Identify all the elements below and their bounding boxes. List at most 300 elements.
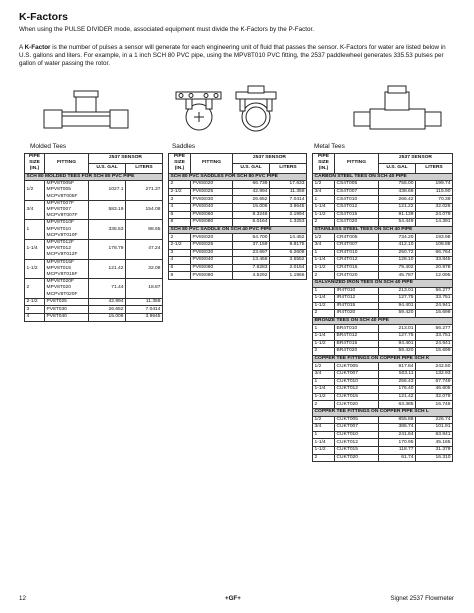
- liters-cell: 24.941: [416, 302, 453, 310]
- section-label-saddles: Saddles: [172, 143, 196, 150]
- pipe-size-cell: 3/4: [313, 424, 335, 432]
- liters-cell: 32.079: [416, 393, 453, 401]
- table-row: [313, 196, 453, 204]
- header-fitting: FITTING: [45, 154, 89, 174]
- table-row: [169, 234, 307, 242]
- molded-tees-table: [24, 153, 163, 322]
- us-gal-cell: 250.72: [379, 249, 416, 257]
- table-row: [313, 211, 453, 219]
- pipe-size-cell: 1: [313, 431, 335, 439]
- pipe-size-cell: 1-1/4: [313, 295, 335, 303]
- fitting-cell: CS4T012: [335, 203, 379, 211]
- gf-logo: +GF+: [225, 595, 241, 602]
- table-group-row: [169, 226, 307, 234]
- us-gal-cell: 121.42: [89, 259, 126, 279]
- fitting-cell: PV8T040: [45, 314, 89, 322]
- paragraph-lead: A: [19, 44, 25, 51]
- fitting-cell: CUKT005: [335, 363, 379, 371]
- fitting-cell: MPV8T015F MPV8T015 MCPV8T015F: [45, 259, 89, 279]
- us-gal-cell: 42.994: [89, 298, 126, 306]
- pipe-size-cell: 1/2: [25, 181, 45, 201]
- liters-cell: 67.749: [416, 378, 453, 386]
- table-group-label: COPPER TEE FITTINGS ON COPPER PIPE SCH K: [313, 355, 453, 363]
- fitting-cell: CUKT020: [335, 401, 379, 409]
- us-gal-cell: 855.88: [379, 416, 416, 424]
- us-gal-cell: 241.64: [379, 431, 416, 439]
- us-gal-cell: 4.5292: [233, 272, 270, 280]
- pipe-size-cell: 2: [313, 219, 335, 227]
- liters-cell: 7.0414: [270, 196, 307, 204]
- fitting-cell: CUKT015: [335, 393, 379, 401]
- header-sensor: 2537 SENSOR: [89, 154, 163, 164]
- liters-cell: 199.74: [416, 181, 453, 189]
- liters-cell: 15.699: [416, 348, 453, 356]
- fitting-cell: IR4T010: [335, 287, 379, 295]
- fitting-cell: CS4T005: [335, 181, 379, 189]
- fitting-cell: BR4T015: [335, 340, 379, 348]
- pipe-size-cell: 8: [169, 219, 191, 227]
- table-row: [169, 264, 307, 272]
- pipe-size-cell: 1-1/4: [25, 240, 45, 260]
- table-group-row: [313, 226, 453, 234]
- liters-cell: 70.39: [416, 196, 453, 204]
- fitting-cell: CUKT005: [335, 416, 379, 424]
- header-liters: LITERS: [126, 163, 163, 173]
- fitting-cell: BR4T020: [335, 348, 379, 356]
- liters-cell: 1.3253: [270, 219, 307, 227]
- pipe-size-cell: 3: [25, 306, 45, 314]
- pipe-size-cell: 3/4: [25, 200, 45, 220]
- fitting-cell: BR4T012: [335, 333, 379, 341]
- us-gal-cell: 127.75: [379, 295, 416, 303]
- fitting-cell: CS4T007: [335, 188, 379, 196]
- table-row: [313, 416, 453, 424]
- header-liters: LITERS: [270, 163, 307, 173]
- table-group-row: [313, 317, 453, 325]
- table-row: [313, 393, 453, 401]
- pipe-size-cell: 1-1/2: [313, 302, 335, 310]
- us-gal-cell: 734.20: [379, 234, 416, 242]
- pipe-size-cell: 1-1/2: [313, 393, 335, 401]
- fitting-cell: CUKT020: [335, 454, 379, 462]
- liters-cell: 226.74: [416, 416, 453, 424]
- table-row: [313, 310, 453, 318]
- fitting-cell: CR4T015: [335, 264, 379, 272]
- header-sensor: 2537 SENSOR: [379, 154, 453, 164]
- pipe-size-cell: 2: [313, 310, 335, 318]
- pipe-size-cell: 1/2: [313, 363, 335, 371]
- us-gal-cell: 266.42: [379, 196, 416, 204]
- table-row: [313, 340, 453, 348]
- pipe-size-cell: 2: [313, 454, 335, 462]
- table-row: [313, 257, 453, 265]
- liters-cell: 56.277: [416, 287, 453, 295]
- table-group-label: STAINLESS STEEL TEES ON SCH 40 PIPE: [313, 226, 453, 234]
- fitting-cell: MPV8T010F MPV8T010 MCPV8T010F: [45, 220, 89, 240]
- pipe-size-cell: 2: [169, 234, 191, 242]
- table-group-row: [25, 173, 163, 181]
- fitting-cell: CS4T020: [335, 219, 379, 227]
- table-row: [313, 446, 453, 454]
- fitting-cell: PV8S060: [191, 211, 233, 219]
- us-gal-cell: 583.19: [89, 200, 126, 220]
- fitting-cell: IR4T012: [335, 295, 379, 303]
- table-row: [313, 401, 453, 409]
- table-group-label: GALVANIZED IRON TEES ON SCH 40 PIPE: [313, 279, 453, 287]
- liters-cell: 14.391: [416, 219, 453, 227]
- liters-cell: 12.095: [416, 272, 453, 280]
- us-gal-cell: 66.739: [233, 181, 270, 189]
- us-gal-cell: 71.44: [89, 279, 126, 299]
- table-row: [169, 257, 307, 265]
- table-row: [313, 241, 453, 249]
- fitting-cell: PV8S025: [191, 241, 233, 249]
- fitting-cell: CUKT010: [335, 378, 379, 386]
- table-row: [313, 219, 453, 227]
- pipe-size-cell: 2: [313, 272, 335, 280]
- us-gal-cell: 256.43: [379, 378, 416, 386]
- liters-cell: 24.941: [416, 340, 453, 348]
- liters-cell: 193.98: [416, 234, 453, 242]
- liters-cell: 108.88: [416, 241, 453, 249]
- fitting-cell: PV8S020: [191, 234, 233, 242]
- table-row: [25, 298, 163, 306]
- pipe-size-cell: 4: [25, 314, 45, 322]
- table-row: [25, 240, 163, 260]
- table-row: [313, 439, 453, 447]
- us-gal-cell: 127.75: [379, 333, 416, 341]
- liters-cell: 3.9645: [126, 314, 163, 322]
- us-gal-cell: 1027.1: [89, 181, 126, 201]
- fitting-cell: CR4T020: [335, 272, 379, 280]
- liters-cell: 45.165: [416, 439, 453, 447]
- pipe-size-cell: 1: [313, 287, 335, 295]
- liters-cell: 9.8175: [270, 241, 307, 249]
- fitting-cell: MPV8T012F MPV8T012 MCPV8T012F: [45, 240, 89, 260]
- table-row: [313, 378, 453, 386]
- table-row: [313, 234, 453, 242]
- us-gal-cell: 121.22: [379, 203, 416, 211]
- intro-text: When using the PULSE DIVIDER mode, associated equipment must divide the K-Factors by the P-Factor.: [19, 26, 315, 33]
- table-group-label: SCH 80 PVC SADDLES FOR SCH 80 PVC PIPE: [169, 173, 307, 181]
- us-gal-cell: 213.01: [379, 325, 416, 333]
- pipe-size-cell: 1-1/2: [313, 264, 335, 272]
- table-row: [169, 196, 307, 204]
- header-us-gal: U.S. GAL: [379, 163, 416, 173]
- liters-cell: 101.91: [416, 424, 453, 432]
- table-row: [313, 302, 453, 310]
- us-gal-cell: 178.79: [89, 240, 126, 260]
- us-gal-cell: 8.3246: [233, 211, 270, 219]
- liters-cell: 32.08: [126, 259, 163, 279]
- table-group-row: [313, 355, 453, 363]
- us-gal-cell: 213.01: [379, 287, 416, 295]
- us-gal-cell: 59.420: [379, 310, 416, 318]
- liters-cell: 271.37: [126, 181, 163, 201]
- us-gal-cell: 79.402: [379, 264, 416, 272]
- pipe-size-cell: 2-1/2: [169, 241, 191, 249]
- pipe-size-cell: 8: [169, 272, 191, 280]
- fitting-cell: CUKT010: [335, 431, 379, 439]
- fitting-cell: PV8S025: [191, 188, 233, 196]
- us-gal-cell: 335.53: [89, 220, 126, 240]
- us-gal-cell: 385.74: [379, 424, 416, 432]
- pipe-size-cell: 1-1/2: [313, 340, 335, 348]
- pipe-size-cell: 1: [313, 196, 335, 204]
- pipe-size-cell: 2: [313, 401, 335, 409]
- fitting-cell: PV8S040: [191, 203, 233, 211]
- table-row: [169, 211, 307, 219]
- pipe-size-cell: 2-1/2: [169, 188, 191, 196]
- liters-cell: 14.452: [270, 234, 307, 242]
- table-row: [313, 454, 453, 462]
- table-row: [169, 249, 307, 257]
- section-label-metal-tees: Metal Tees: [314, 143, 345, 150]
- liters-cell: 242.50: [416, 363, 453, 371]
- table-group-label: CARBON STEEL TEES ON SCH 40 PIPE: [313, 173, 453, 181]
- fitting-cell: PV8S030: [191, 249, 233, 257]
- table-group-label: SCH 80 MOLDED TEES FOR SCH 80 PVC PIPE: [25, 173, 163, 181]
- pipe-size-cell: 3: [169, 196, 191, 204]
- table-row: [313, 371, 453, 379]
- us-gal-cell: 54.449: [379, 219, 416, 227]
- pipe-size-cell: 2-1/2: [25, 298, 45, 306]
- liters-cell: 88.65: [126, 220, 163, 240]
- table-group-row: [313, 409, 453, 417]
- table-row: [169, 188, 307, 196]
- pipe-size-cell: 3/4: [313, 241, 335, 249]
- fitting-cell: MPV8T005F MPV8T005 MCPV8T005F: [45, 181, 89, 201]
- fitting-cell: CUKT012: [335, 439, 379, 447]
- fitting-cell: PV8S080: [191, 219, 233, 227]
- us-gal-cell: 26.652: [89, 306, 126, 314]
- liters-cell: 20.978: [416, 264, 453, 272]
- header-pipe-size: PIPE SIZE (IN.): [313, 154, 335, 174]
- fitting-cell: CS4T015: [335, 211, 379, 219]
- fitting-cell: CS4T010: [335, 196, 379, 204]
- pipe-size-cell: 1: [313, 378, 335, 386]
- document-name: Signet 2537 Flowmeter: [390, 595, 454, 602]
- table-group-row: [313, 173, 453, 181]
- us-gal-cell: 5.0164: [233, 219, 270, 227]
- fitting-cell: MPV8T020F MPV8T020 MCPV8T020F: [45, 279, 89, 299]
- pipe-size-cell: 1-1/4: [313, 333, 335, 341]
- header-pipe-size: PIPE SIZE (IN.): [25, 154, 45, 174]
- table-row: [313, 287, 453, 295]
- liters-cell: 16.746: [416, 401, 453, 409]
- liters-cell: 16.310: [416, 454, 453, 462]
- table-row: [25, 259, 163, 279]
- table-row: [25, 220, 163, 240]
- us-gal-cell: 94.401: [379, 302, 416, 310]
- liters-cell: 31.379: [416, 446, 453, 454]
- fitting-cell: CR4T007: [335, 241, 379, 249]
- pipe-size-cell: 6: [169, 211, 191, 219]
- section-label-molded-tees: Molded Tees: [30, 143, 67, 150]
- pipe-size-cell: 1: [313, 325, 335, 333]
- us-gal-cell: 170.95: [379, 439, 416, 447]
- page-title: K-Factors: [19, 11, 69, 23]
- table-row: [313, 325, 453, 333]
- table-row: [169, 241, 307, 249]
- table-row: [25, 306, 163, 314]
- us-gal-cell: 23.697: [233, 249, 270, 257]
- fitting-cell: CR4T010: [335, 249, 379, 257]
- pipe-size-cell: 1-1/4: [313, 439, 335, 447]
- liters-cell: 56.277: [416, 325, 453, 333]
- us-gal-cell: 118.77: [379, 446, 416, 454]
- header-sensor: 2537 SENSOR: [233, 154, 307, 164]
- saddles-table: [168, 153, 307, 280]
- fitting-cell: IR4T020: [335, 310, 379, 318]
- fitting-cell: CUKT007: [335, 424, 379, 432]
- table-row: [313, 333, 453, 341]
- liters-cell: 11.359: [270, 188, 307, 196]
- pipe-size-cell: 1/2: [313, 181, 335, 189]
- us-gal-cell: 26.652: [233, 196, 270, 204]
- pipe-size-cell: 1-1/2: [25, 259, 45, 279]
- pipe-size-cell: 1-1/4: [313, 386, 335, 394]
- pipe-size-cell: 2: [313, 348, 335, 356]
- us-gal-cell: 7.6283: [233, 264, 270, 272]
- fitting-cell: MPV8T007F MPV8T007 MCPV8T007F: [45, 200, 89, 220]
- pipe-size-cell: 1-1/2: [313, 446, 335, 454]
- fitting-cell: PV8S080: [191, 272, 233, 280]
- metal-tees-table: [312, 153, 453, 462]
- us-gal-cell: 13.456: [233, 257, 270, 265]
- pipe-size-cell: 1: [25, 220, 45, 240]
- liters-cell: 47.24: [126, 240, 163, 260]
- table-row: [313, 249, 453, 257]
- liters-cell: 132.93: [416, 371, 453, 379]
- liters-cell: 18.87: [126, 279, 163, 299]
- table-row: [25, 314, 163, 322]
- table-row: [169, 272, 307, 280]
- molded-tee-icon: [44, 91, 128, 128]
- pipe-size-cell: 2: [169, 181, 191, 189]
- us-gal-cell: 45.787: [379, 272, 416, 280]
- liters-cell: 24.079: [416, 211, 453, 219]
- molded-tee-illustration: [40, 82, 135, 137]
- us-gal-cell: 15.006: [89, 314, 126, 322]
- saddle-icon: [176, 86, 276, 131]
- liters-cell: 15.699: [416, 310, 453, 318]
- table-row: [169, 219, 307, 227]
- us-gal-cell: 121.42: [379, 393, 416, 401]
- table-row: [313, 386, 453, 394]
- us-gal-cell: 63.385: [379, 401, 416, 409]
- metal-tee-illustration: [350, 82, 445, 137]
- table-group-label: BRONZE TEES ON SCH 40 PIPE: [313, 317, 453, 325]
- table-row: [313, 264, 453, 272]
- liters-cell: 63.841: [416, 431, 453, 439]
- fitting-cell: PV8S030: [191, 196, 233, 204]
- pipe-size-cell: 1/2: [313, 416, 335, 424]
- us-gal-cell: 61.74: [379, 454, 416, 462]
- table-row: [169, 181, 307, 189]
- table-row: [313, 188, 453, 196]
- liters-cell: 1.1966: [270, 272, 307, 280]
- liters-cell: 33.845: [416, 257, 453, 265]
- header-fitting: FITTING: [335, 154, 379, 174]
- header-pipe-size: PIPE SIZE (IN.): [169, 154, 191, 174]
- paragraph-rest: is the number of pulses a sensor will generate for each engineering unit of fluid that passes the sensor. K-Factors for water are listed below in U.S. gallons and liters. For example, in a 1 inch SCH 80 PVC pipe, using the MPV8T010 PVC fitting, the 2537 paddlewheel generates 335.53 pulses per gallon of water passing the rotor.: [19, 44, 446, 68]
- table-row: [313, 348, 453, 356]
- table-group-row: [313, 279, 453, 287]
- table-row: [313, 203, 453, 211]
- fitting-cell: IR4T015: [335, 302, 379, 310]
- us-gal-cell: 94.401: [379, 340, 416, 348]
- page-number: 12: [19, 595, 26, 602]
- table-row: [313, 272, 453, 280]
- liters-cell: 115.90: [416, 188, 453, 196]
- table-group-row: [169, 173, 307, 181]
- table-row: [25, 200, 163, 220]
- pipe-size-cell: 3: [169, 249, 191, 257]
- us-gal-cell: 503.11: [379, 371, 416, 379]
- pipe-size-cell: 1-1/4: [313, 203, 335, 211]
- k-factor-paragraph: [19, 44, 459, 69]
- pipe-size-cell: 1-1/2: [313, 211, 335, 219]
- liters-cell: 3.9645: [270, 203, 307, 211]
- liters-cell: 3.5552: [270, 257, 307, 265]
- fitting-cell: PV8S020: [191, 181, 233, 189]
- fitting-cell: PV8T030: [45, 306, 89, 314]
- fitting-cell: PV8S060: [191, 264, 233, 272]
- header-us-gal: U.S. GAL: [233, 163, 270, 173]
- liters-cell: 46.605: [416, 386, 453, 394]
- fitting-cell: PV8T025: [45, 298, 89, 306]
- pipe-size-cell: 1/2: [313, 234, 335, 242]
- pipe-size-cell: 6: [169, 264, 191, 272]
- table-row: [25, 279, 163, 299]
- us-gal-cell: 756.00: [379, 181, 416, 189]
- liters-cell: 66.764: [416, 249, 453, 257]
- table-row: [313, 181, 453, 189]
- liters-cell: 2.1994: [270, 211, 307, 219]
- us-gal-cell: 176.40: [379, 386, 416, 394]
- fitting-cell: BR4T010: [335, 325, 379, 333]
- pipe-size-cell: 4: [169, 257, 191, 265]
- table-group-label: COPPER TEE FITTINGS ON COPPER PIPE SCH L: [313, 409, 453, 417]
- header-us-gal: U.S. GAL: [89, 163, 126, 173]
- liters-cell: 2.0154: [270, 264, 307, 272]
- liters-cell: 32.026: [416, 203, 453, 211]
- table-row: [169, 203, 307, 211]
- pipe-size-cell: 1: [313, 249, 335, 257]
- liters-cell: 154.08: [126, 200, 163, 220]
- table-row: [25, 181, 163, 201]
- table-row: [313, 431, 453, 439]
- fitting-cell: CUKT015: [335, 446, 379, 454]
- pipe-size-cell: 2: [25, 279, 45, 299]
- us-gal-cell: 438.69: [379, 188, 416, 196]
- header-liters: LITERS: [416, 163, 453, 173]
- table-group-label: SCH 80 PVC SADDLE ON SCH 40 PVC PIPE: [169, 226, 307, 234]
- metal-tee-icon: [354, 86, 441, 129]
- paragraph-term: K-Factor: [24, 44, 51, 51]
- us-gal-cell: 917.84: [379, 363, 416, 371]
- liters-cell: 6.2608: [270, 249, 307, 257]
- us-gal-cell: 15.006: [233, 203, 270, 211]
- pipe-size-cell: 3/4: [313, 188, 335, 196]
- liters-cell: 33.751: [416, 295, 453, 303]
- fitting-cell: CUKT012: [335, 386, 379, 394]
- liters-cell: 7.0414: [126, 306, 163, 314]
- fitting-cell: PV8S040: [191, 257, 233, 265]
- liters-cell: 33.751: [416, 333, 453, 341]
- saddle-illustration: [172, 82, 287, 137]
